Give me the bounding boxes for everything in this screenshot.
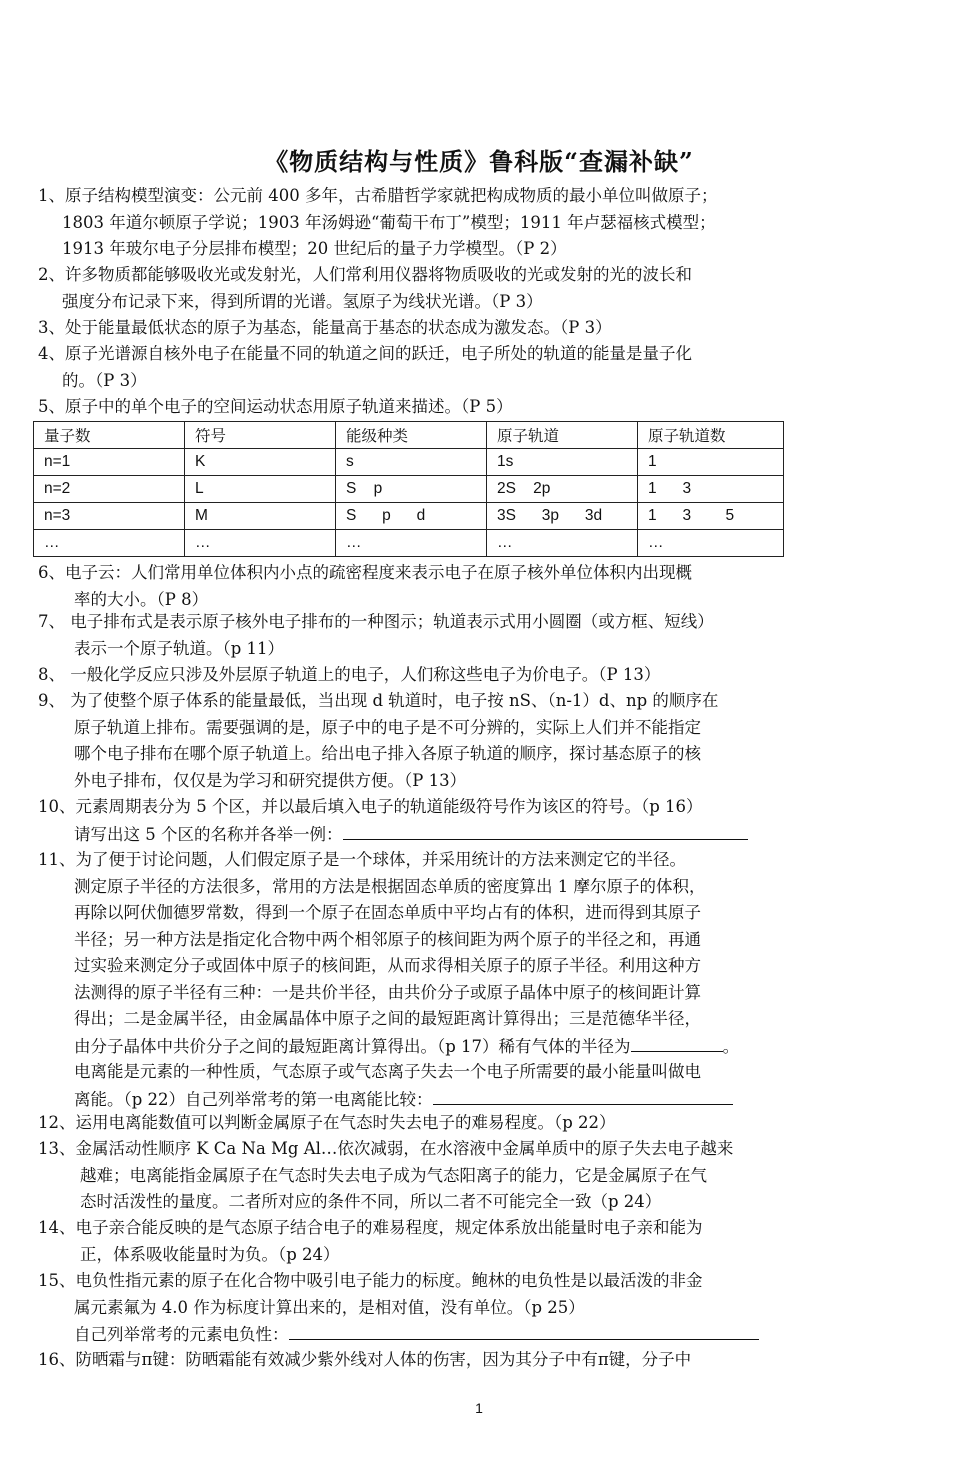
table-cell: n=3 bbox=[34, 503, 185, 530]
item-text: 再除以阿伏伽德罗常数，得到一个原子在固态单质中平均占有的体积，进而得到其原子 bbox=[74, 903, 701, 922]
item-text: 2、许多物质都能够吸收光或发射光，人们常利用仪器将物质吸收的光或发射的光的波长和 bbox=[38, 265, 692, 284]
table-cell: … bbox=[336, 530, 487, 557]
answer-blank[interactable] bbox=[289, 1321, 759, 1340]
table-cell: 1s bbox=[487, 449, 638, 476]
item-text: 自己列举常考的元素电负性： bbox=[74, 1325, 289, 1344]
page-number: 1 bbox=[475, 1400, 483, 1416]
table-cell: … bbox=[487, 530, 638, 557]
item-text: 的。（P 3） bbox=[62, 370, 147, 390]
item-text: 7、 电子排布式是表示原子核外电子排布的一种图示；轨道表示式用小圆圈（或方框、短线） bbox=[38, 612, 714, 631]
item-text: 属元素氟为 4.0 作为标度计算出来的，是相对值，没有单位。（p 25） bbox=[74, 1297, 585, 1317]
table-header-cell: 原子轨道 bbox=[487, 422, 638, 449]
item-text: 表示一个原子轨道。（p 11） bbox=[74, 638, 285, 658]
item-text: 16、防晒霜与π键：防晒霜能有效减少紫外线对人体的伤害，因为其分子中有π键，分子中 bbox=[38, 1350, 692, 1369]
item-text: 得出；二是金属半径，由金属晶体中原子之间的最短距离计算得出；三是范德华半径， bbox=[74, 1009, 701, 1028]
page-title: 《物质结构与性质》鲁科版“查漏补缺” bbox=[264, 147, 694, 176]
item-text: 1913 年玻尔电子分层排布模型；20 世纪后的量子力学模型。（P 2） bbox=[62, 239, 567, 258]
item-text: 过实验来测定分子或固体中原子的核间距，从而求得相关原子的原子半径。利用这种方 bbox=[74, 956, 701, 975]
item-text: 10、元素周期表分为 5 个区，并以最后填入电子的轨道能级符号作为该区的符号。（p 16） bbox=[38, 797, 703, 816]
item-9 bbox=[38, 688, 798, 794]
table-cell: 1 3 5 bbox=[638, 503, 784, 530]
item-text: 8、 一般化学反应只涉及外层原子轨道上的电子，人们称这些电子为价电子。（P 13） bbox=[38, 665, 661, 684]
table-header-cell: 能级种类 bbox=[336, 422, 487, 449]
item-text: 率的大小。（P 8） bbox=[74, 589, 209, 609]
table-header-row bbox=[34, 422, 784, 449]
table-cell: 3S 3p 3d bbox=[487, 503, 638, 530]
item-answer-line bbox=[38, 1321, 798, 1348]
table-row bbox=[34, 449, 784, 476]
item-15 bbox=[38, 1268, 798, 1348]
answer-blank[interactable] bbox=[433, 1086, 733, 1105]
item-text: 5、原子中的单个电子的空间运动状态用原子轨道来描述。（P 5） bbox=[38, 397, 513, 416]
item-2 bbox=[38, 262, 798, 315]
item-text: 4、原子光谱源自核外电子在能量不同的轨道之间的跃迁，电子所处的轨道的能量是量子化 bbox=[38, 344, 692, 363]
item-text: 14、电子亲合能反映的是气态原子结合电子的难易程度，规定体系放出能量时电子亲和能为 bbox=[38, 1218, 703, 1237]
table-cell: S p d bbox=[336, 503, 487, 530]
item-3 bbox=[38, 315, 798, 342]
item-text: 9、 为了使整个原子体系的能量最低，当出现 d 轨道时，电子按 nS、（n-1）d、np 的顺序在 bbox=[38, 691, 719, 710]
table-cell: 1 3 bbox=[638, 476, 784, 503]
item-text: 11、为了便于讨论问题，人们假定原子是一个球体，并采用统计的方法来测定它的半径。 bbox=[38, 850, 686, 869]
item-text: 离能。（p 22）自己列举常考的第一电离能比较： bbox=[74, 1089, 433, 1109]
table-cell: n=1 bbox=[34, 449, 185, 476]
item-text: 测定原子半径的方法很多，常用的方法是根据固态单质的密度算出 1 摩尔原子的体积， bbox=[74, 876, 706, 896]
table-row bbox=[34, 530, 784, 557]
item-text: 原子轨道上排布。需要强调的是，原子中的电子是不可分辨的，实际上人们并不能指定 bbox=[74, 717, 701, 737]
item-text: 6、电子云：人们常用单位体积内小点的疏密程度来表示电子在原子核外单位体积内出现概 bbox=[38, 563, 692, 582]
item-text: 态时活泼性的量度。二者所对应的条件不同，所以二者不可能完全一致（p 24） bbox=[80, 1192, 662, 1211]
item-7 bbox=[38, 609, 798, 662]
answer-blank[interactable] bbox=[343, 821, 748, 840]
table-cell: … bbox=[638, 530, 784, 557]
table-cell: 1 bbox=[638, 449, 784, 476]
table-cell: … bbox=[185, 530, 336, 557]
table-cell: s bbox=[336, 449, 487, 476]
item-text: 越难；电离能指金属原子在气态时失去电子成为气态阳离子的能力，它是金属原子在气 bbox=[80, 1165, 707, 1185]
item-10 bbox=[38, 794, 798, 847]
item-text: 外电子排布，仅仅是为学习和研究提供方便。（P 13） bbox=[74, 770, 467, 790]
table-cell: L bbox=[185, 476, 336, 503]
item-text: 强度分布记录下来，得到所谓的光谱。氢原子为线状光谱。（P 3） bbox=[62, 291, 543, 311]
item-answer-line bbox=[38, 1086, 798, 1113]
table-cell: … bbox=[34, 530, 185, 557]
item-16 bbox=[38, 1347, 798, 1374]
item-text: 1、原子结构模型演变：公元前 400 多年，古希腊哲学家就把构成物质的最小单位叫做原子； bbox=[38, 186, 718, 205]
item-text: 由分子晶体中共价分子之间的最短距离计算得出。（p 17）稀有气体的半径为 bbox=[74, 1036, 631, 1056]
item-13 bbox=[38, 1136, 798, 1216]
answer-blank[interactable] bbox=[631, 1033, 723, 1052]
item-text: 1803 年道尔顿原子学说；1903 年汤姆逊“葡萄干布丁”模型；1911 年卢瑟福核式模型； bbox=[62, 212, 716, 232]
item-4 bbox=[38, 341, 798, 394]
table-header-cell: 符号 bbox=[185, 422, 336, 449]
item-text: 电离能是元素的一种性质，气态原子或气态离子失去一个电子所需要的最小能量叫做电 bbox=[74, 1062, 701, 1081]
item-11 bbox=[38, 847, 798, 1112]
table-row bbox=[34, 503, 784, 530]
item-text: 请写出这 5 个区的名称并各举一例： bbox=[74, 824, 343, 844]
item-text: 15、电负性指元素的原子在化合物中吸引电子能力的标度。鲍林的电负性是以最活泼的非金 bbox=[38, 1271, 703, 1290]
item-text: 法测得的原子半径有三种：一是共价半径，由共价分子或原子晶体中原子的核间距计算 bbox=[74, 982, 701, 1002]
table-cell: n=2 bbox=[34, 476, 185, 503]
item-1 bbox=[38, 183, 798, 263]
quantum-number-table bbox=[33, 421, 784, 557]
item-6 bbox=[38, 560, 798, 613]
item-text: 正，体系吸收能量时为负。（p 24） bbox=[80, 1244, 340, 1264]
item-5 bbox=[38, 394, 798, 421]
item-text: 13、金属活动性顺序 K Ca Na Mg Al…依次减弱，在水溶液中金属单质中的原子失去电子越来 bbox=[38, 1139, 734, 1158]
item-14 bbox=[38, 1215, 798, 1268]
table-header-cell: 原子轨道数 bbox=[638, 422, 784, 449]
table-cell: S p bbox=[336, 476, 487, 503]
item-12 bbox=[38, 1110, 798, 1137]
item-8 bbox=[38, 662, 798, 689]
item-text: 半径；另一种方法是指定化合物中两个相邻原子的核间距为两个原子的半径之和，再通 bbox=[74, 929, 701, 949]
item-answer-line bbox=[38, 1033, 798, 1060]
item-text: 3、处于能量最低状态的原子为基态，能量高于基态的状态成为激发态。（P 3） bbox=[38, 318, 612, 337]
table-row bbox=[34, 476, 784, 503]
item-text: 哪个电子排布在哪个原子轨道上。给出电子排入各原子轨道的顺序，探讨基态原子的核 bbox=[74, 744, 701, 763]
item-answer-line bbox=[38, 821, 798, 848]
item-text: 。 bbox=[722, 1036, 740, 1056]
table-header-cell: 量子数 bbox=[34, 422, 185, 449]
table-cell: K bbox=[185, 449, 336, 476]
item-text: 12、运用电离能数值可以判断金属原子在气态时失去电子的难易程度。（p 22） bbox=[38, 1113, 616, 1132]
table-cell: 2S 2p bbox=[487, 476, 638, 503]
table-cell: M bbox=[185, 503, 336, 530]
